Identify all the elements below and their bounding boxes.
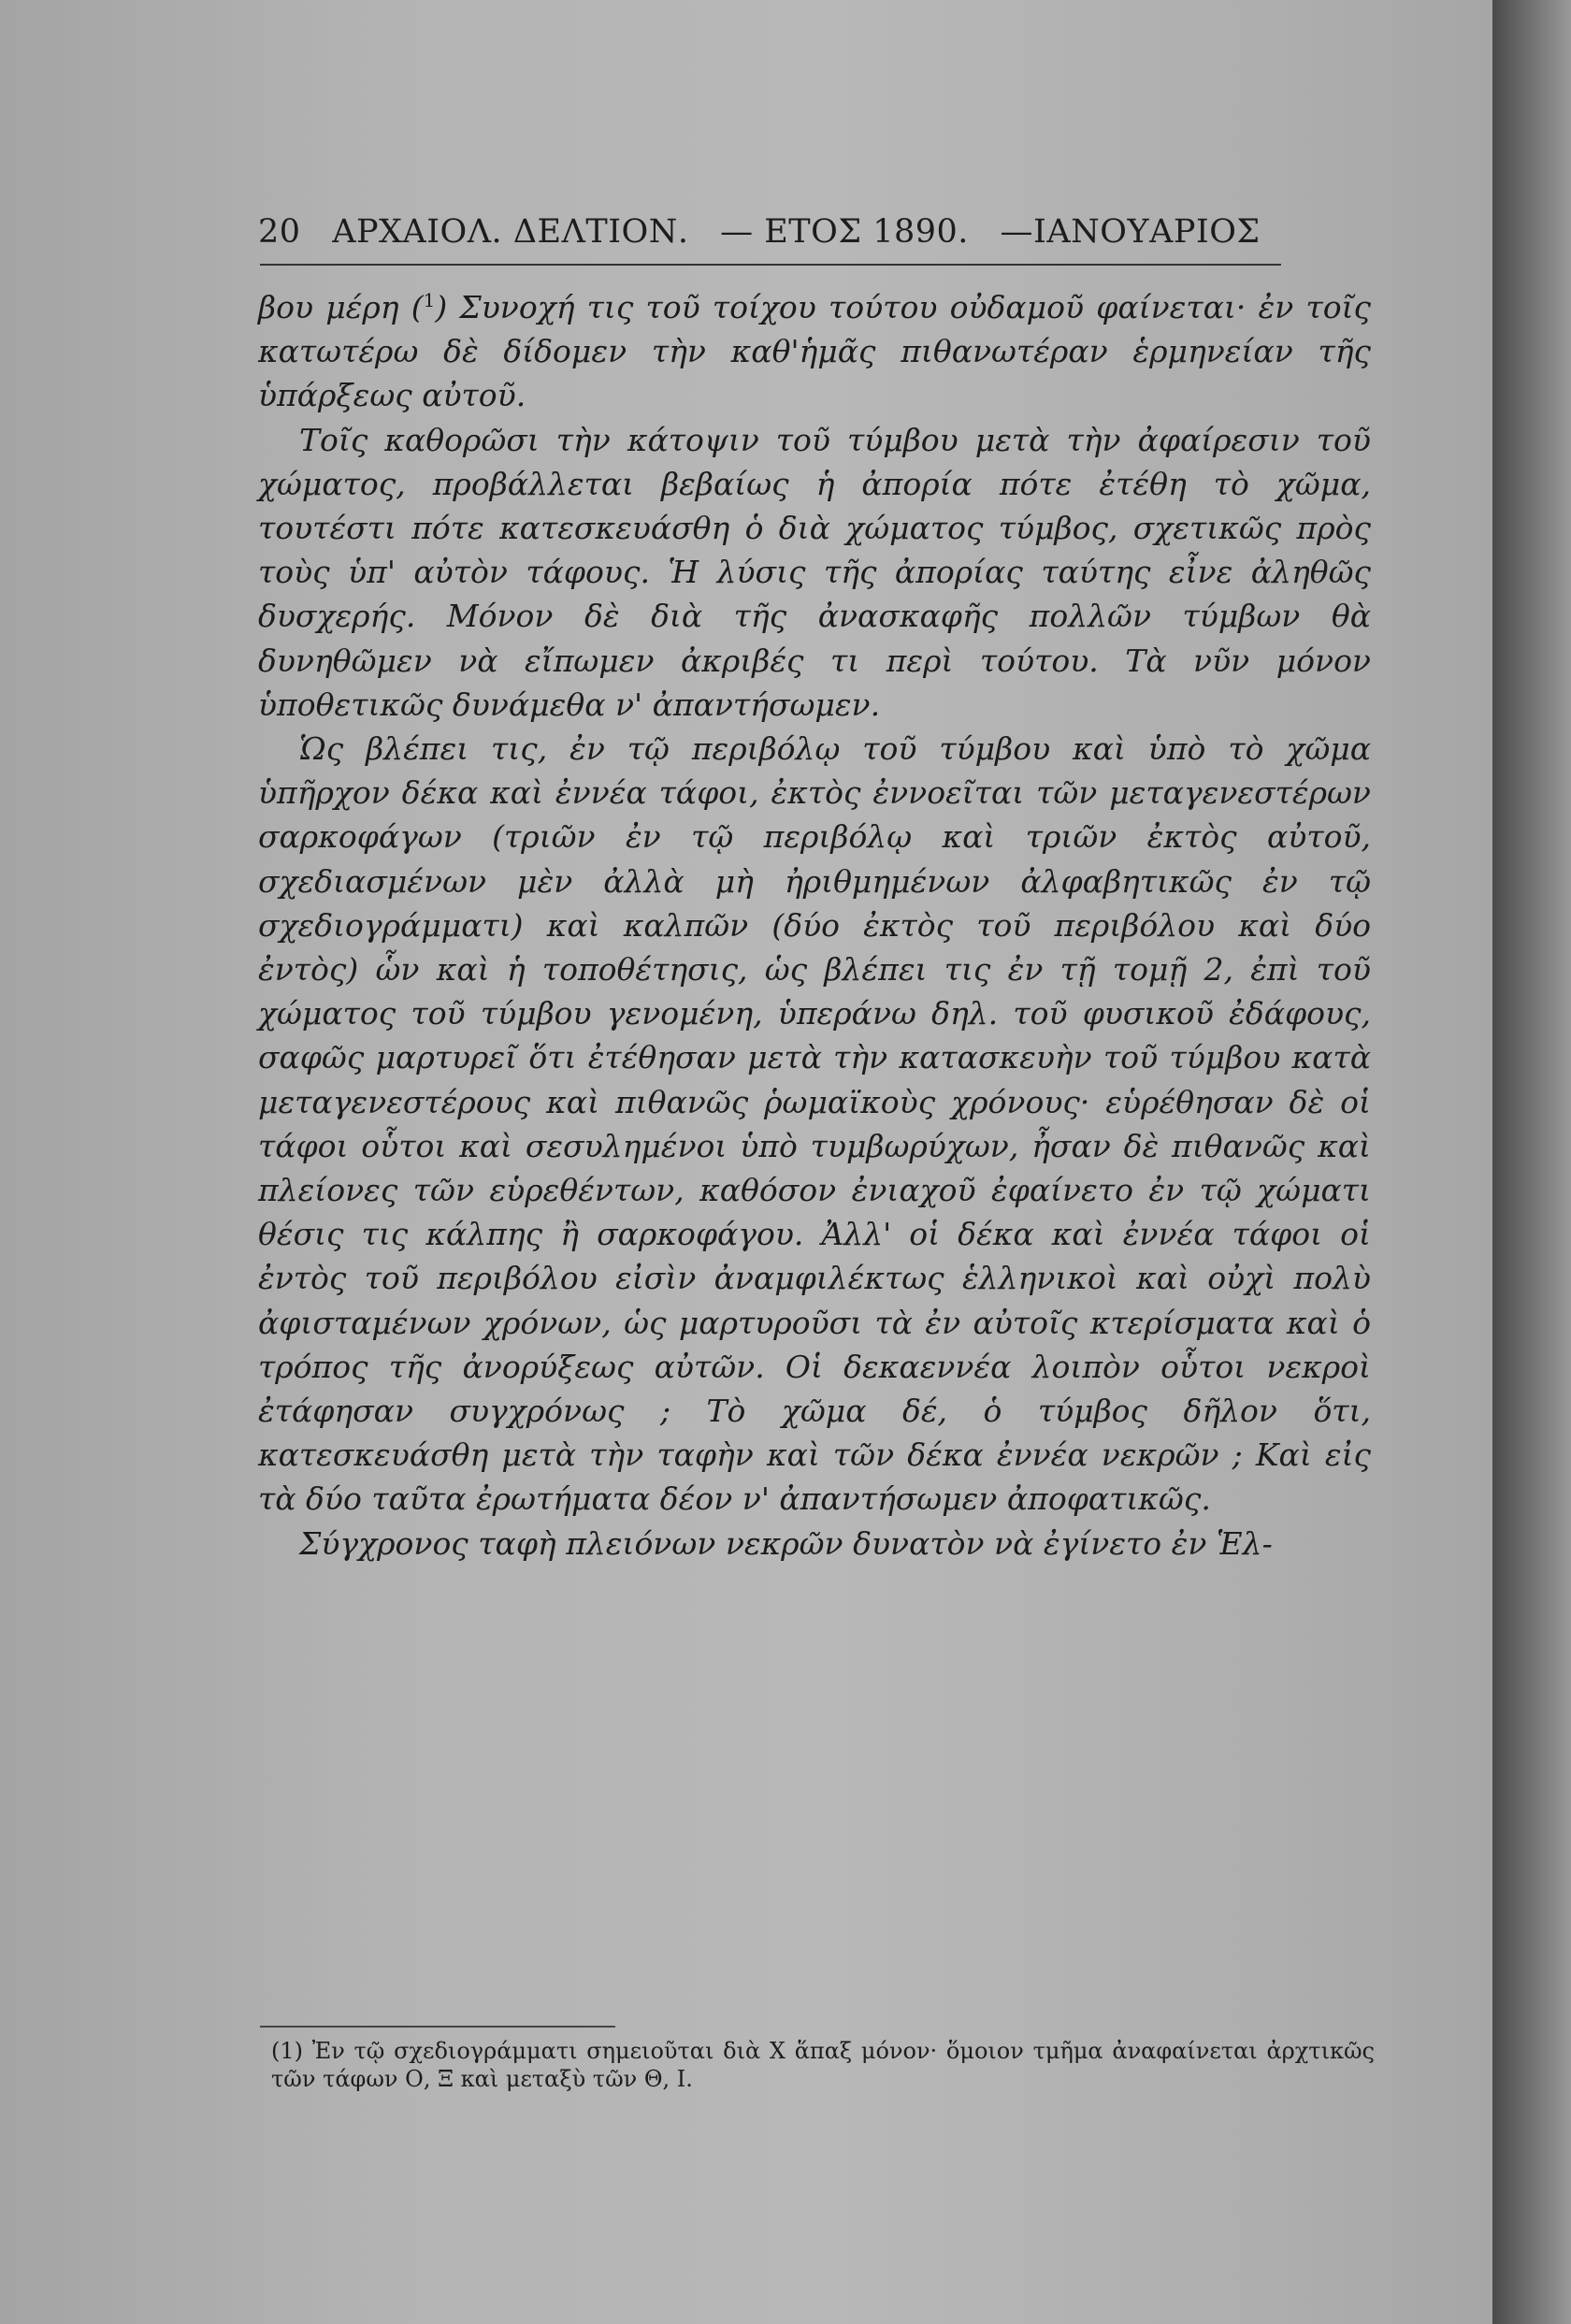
paragraph-4: Σύγχρονος ταφὴ πλειόνων νεκρῶν δυνατὸν νὰ ἐγίνετο ἐν Ἑλ- (299, 1524, 1273, 1562)
footnote-ref: 1 (423, 289, 436, 311)
paragraph-1-rest: ) Συνοχή τις τοῦ τοίχου τούτου οὐδαμοῦ φαίνεται· ἐν τοῖς κατωτέρω δὲ δίδομεν τὴν καθ'ἡμᾶς πιθανωτέραν ἑρμηνείαν τῆς ὑπάρξεως αὐτοῦ. (258, 289, 1371, 414)
running-header (258, 213, 1277, 251)
paragraph-1-start: βου μέρη ( (258, 289, 424, 325)
journal-title: ΑΡΧΑΙΟΛ. ΔΕΛΤΙΟΝ. (332, 213, 689, 251)
header-month: —ΙΑΝΟΥΑΡΙΟΣ (1000, 213, 1261, 251)
footnote: (1) Ἐν τῷ σχεδιογράμματι σημειοῦται διὰ Χ ἅπαξ μόνον· ὅμοιον τμῆμα ἀναφαίνεται ἀρχτικῶς τῶν τάφων Ο, Ξ καὶ μεταξὺ τῶν Θ, Ι. (271, 2038, 1375, 2092)
header-rule (260, 264, 1281, 266)
book-edge-shadow (1492, 0, 1571, 2324)
footnote-rule (260, 2026, 615, 2028)
page-number: 20 (258, 213, 301, 251)
body-text (258, 279, 1371, 1566)
paragraph-1 (258, 279, 1371, 418)
paragraph-2: Τοῖς καθορῶσι τὴν κάτοψιν τοῦ τύμβου μετὰ τὴν ἀφαίρεσιν τοῦ χώματος, προβάλλεται βεβαίως ἡ ἀπορία πότε ἐτέθη τὸ χῶμα, τουτέστι πότε κατεσκευάσθη ὁ διὰ χώματος τύμβος, σχετικῶς πρὸς τοὺς ὑπ' αὐτὸν τάφους. Ἡ λύσις τῆς ἀπορίας ταύτης εἶνε ἀληθῶς δυσχερής. Μόνον δὲ διὰ τῆς ἀνασκαφῆς πολλῶν τύμβων θὰ δυνηθῶμεν νὰ εἴπωμεν ἀκριβές τι περὶ τούτου. Τὰ νῦν μόνον ὑποθετικῶς δυνάμεθα ν' ἀπαντήσωμεν. (258, 421, 1371, 723)
paragraph-3: Ὡς βλέπει τις, ἐν τῷ περιβόλῳ τοῦ τύμβου καὶ ὑπὸ τὸ χῶμα ὑπῆρχον δέκα καὶ ἐννέα τάφοι, ἐκτὸς ἐννοεῖται τῶν μεταγενεστέρων σαρκοφάγων (τριῶν ἐν τῷ περιβόλῳ καὶ τριῶν ἐκτὸς αὐτοῦ, σχεδιασμένων μὲν ἀλλὰ μὴ ἠριθμημένων ἀλφαβητικῶς ἐν τῷ σχεδιογράμματι) καὶ καλπῶν (δύο ἐκτὸς τοῦ περιβόλου καὶ δύο ἐντὸς) ὧν καὶ ἡ τοποθέτησις, ὡς βλέπει τις ἐν τῇ τομῇ 2, ἐπὶ τοῦ χώματος τοῦ τύμβου γενομένη, ὑπεράνω δηλ. τοῦ φυσικοῦ ἐδάφους, σαφῶς μαρτυρεῖ ὅτι ἐτέθησαν μετὰ τὴν κατασκευὴν τοῦ τύμβου κατὰ μεταγενεστέρους καὶ πιθανῶς ῥωμαϊκοὺς χρόνους· εὑρέθησαν δὲ οἱ τάφοι οὗτοι καὶ σεσυλημένοι ὑπὸ τυμβωρύχων, ἦσαν δὲ πιθανῶς καὶ πλείονες τῶν εὑρεθέντων, καθόσον ἐνιαχοῦ ἐφαίνετο ἐν τῷ χώματι θέσις τις κάλπης ἢ σαρκοφάγου. Ἀλλ' οἱ δέκα καὶ ἐννέα τάφοι οἱ ἐντὸς τοῦ περιβόλου εἰσὶν ἀναμφιλέκτως ἑλληνικοὶ καὶ οὐχὶ πολὺ ἀφισταμένων χρόνων, ὡς μαρτυροῦσι τὰ ἐν αὐτοῖς κτερίσματα καὶ ὁ τρόπος τῆς ἀνορύξεως αὐτῶν. Οἱ δεκαεννέα λοιπὸν οὗτοι νεκροὶ ἐτάφησαν συγχρόνως ; Τὸ χῶμα δέ, ὁ τύμβος δῆλον ὅτι, κατεσκευάσθη μετὰ τὴν ταφὴν καὶ τῶν δέκα ἐννέα νεκρῶν ; Καὶ εἰς τὰ δύο ταῦτα ἐρωτήματα δέον ν' ἀπαντήσωμεν ἀποφατικῶς. (258, 730, 1371, 1518)
header-year: — ΕΤΟΣ 1890. (720, 213, 969, 251)
